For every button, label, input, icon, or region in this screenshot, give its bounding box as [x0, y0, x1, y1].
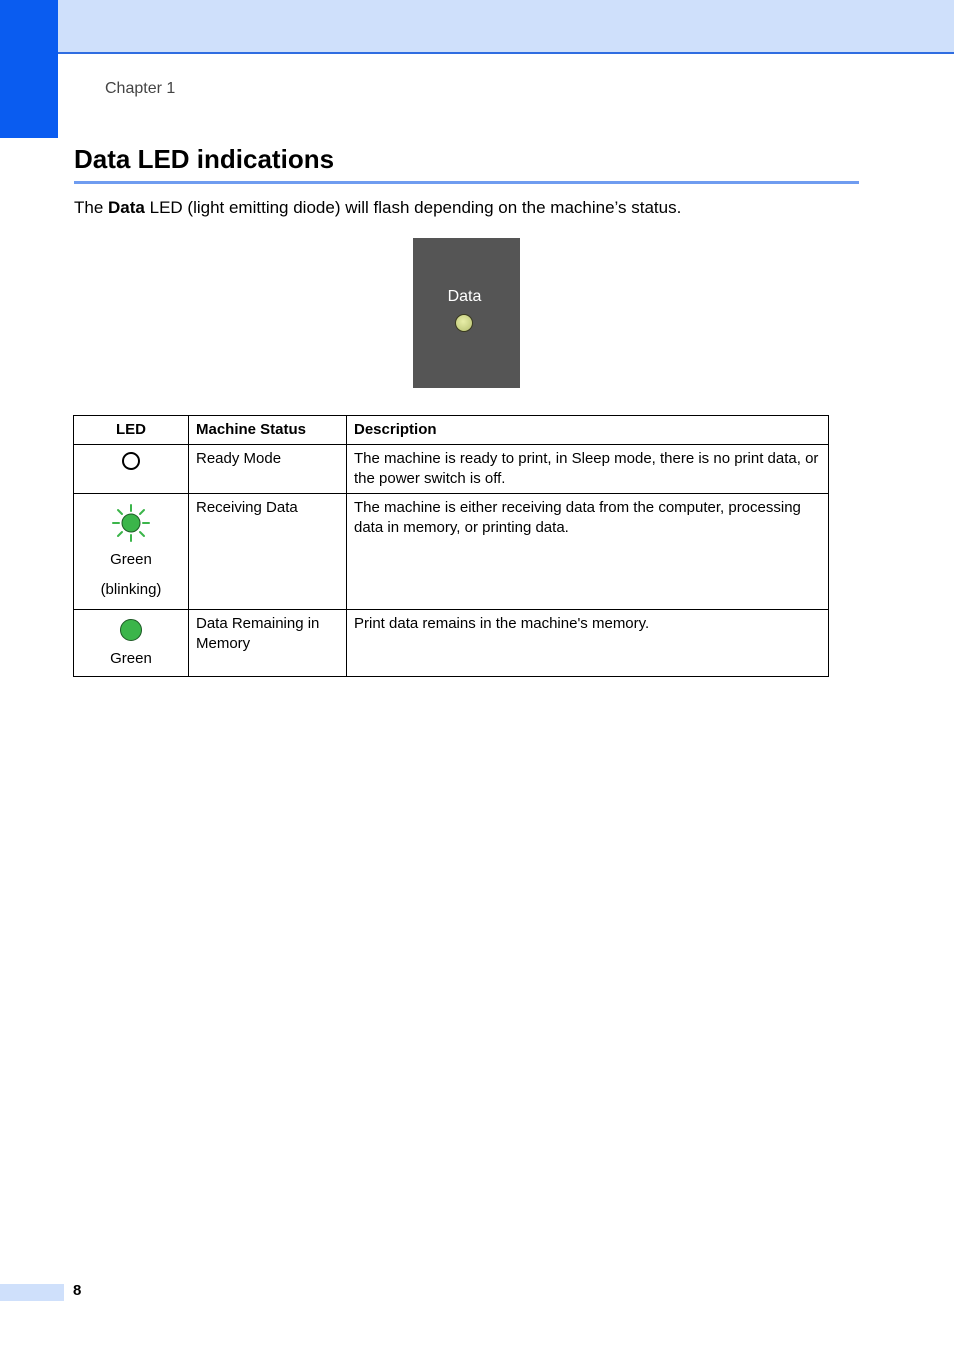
- status-cell: Ready Mode: [189, 445, 347, 494]
- led-blinking-green-icon: [112, 504, 150, 542]
- page-number: 8: [73, 1282, 82, 1299]
- header-band: [58, 0, 954, 54]
- led-cell: [74, 610, 189, 677]
- intro-prefix: The: [74, 198, 109, 217]
- led-color-caption: Green: [110, 650, 152, 667]
- status-cell: Data Remaining in Memory: [189, 610, 347, 677]
- description-cell: The machine is ready to print, in Sleep mode, there is no print data, or the power switch is off.: [347, 445, 829, 494]
- description-cell: Print data remains in the machine's memory.: [347, 610, 829, 677]
- header-status: Machine Status: [189, 416, 347, 445]
- led-solid-green-icon: [120, 619, 142, 641]
- table-row: [74, 445, 829, 494]
- data-led-panel-illustration: [413, 238, 520, 388]
- header-description: Description: [347, 416, 829, 445]
- description-cell: The machine is either receiving data from the computer, processing data in memory, or printing data.: [347, 494, 829, 610]
- chapter-tab: [0, 0, 58, 138]
- led-state-caption: (blinking): [100, 581, 162, 598]
- table-row: [74, 494, 829, 610]
- led-color-caption: Green: [110, 551, 152, 568]
- panel-label: Data: [447, 288, 482, 305]
- led-cell: [74, 494, 189, 610]
- chapter-label: Chapter 1: [105, 80, 176, 97]
- page-number-tab: [0, 1284, 64, 1301]
- intro-bold: Data: [108, 198, 145, 217]
- section-title: Data LED indications: [74, 144, 335, 174]
- led-status-table: [73, 415, 829, 677]
- intro-suffix: LED (light emitting diode) will flash depending on the machine’s status.: [144, 198, 682, 217]
- status-cell: Receiving Data: [189, 494, 347, 610]
- header-led: LED: [74, 416, 189, 445]
- title-underline: [74, 181, 859, 184]
- led-cell: [74, 445, 189, 494]
- table-row: [74, 610, 829, 677]
- intro-paragraph: [74, 198, 681, 218]
- panel-led-icon: [455, 314, 473, 332]
- table-header-row: [74, 416, 829, 445]
- led-off-icon: [122, 452, 140, 470]
